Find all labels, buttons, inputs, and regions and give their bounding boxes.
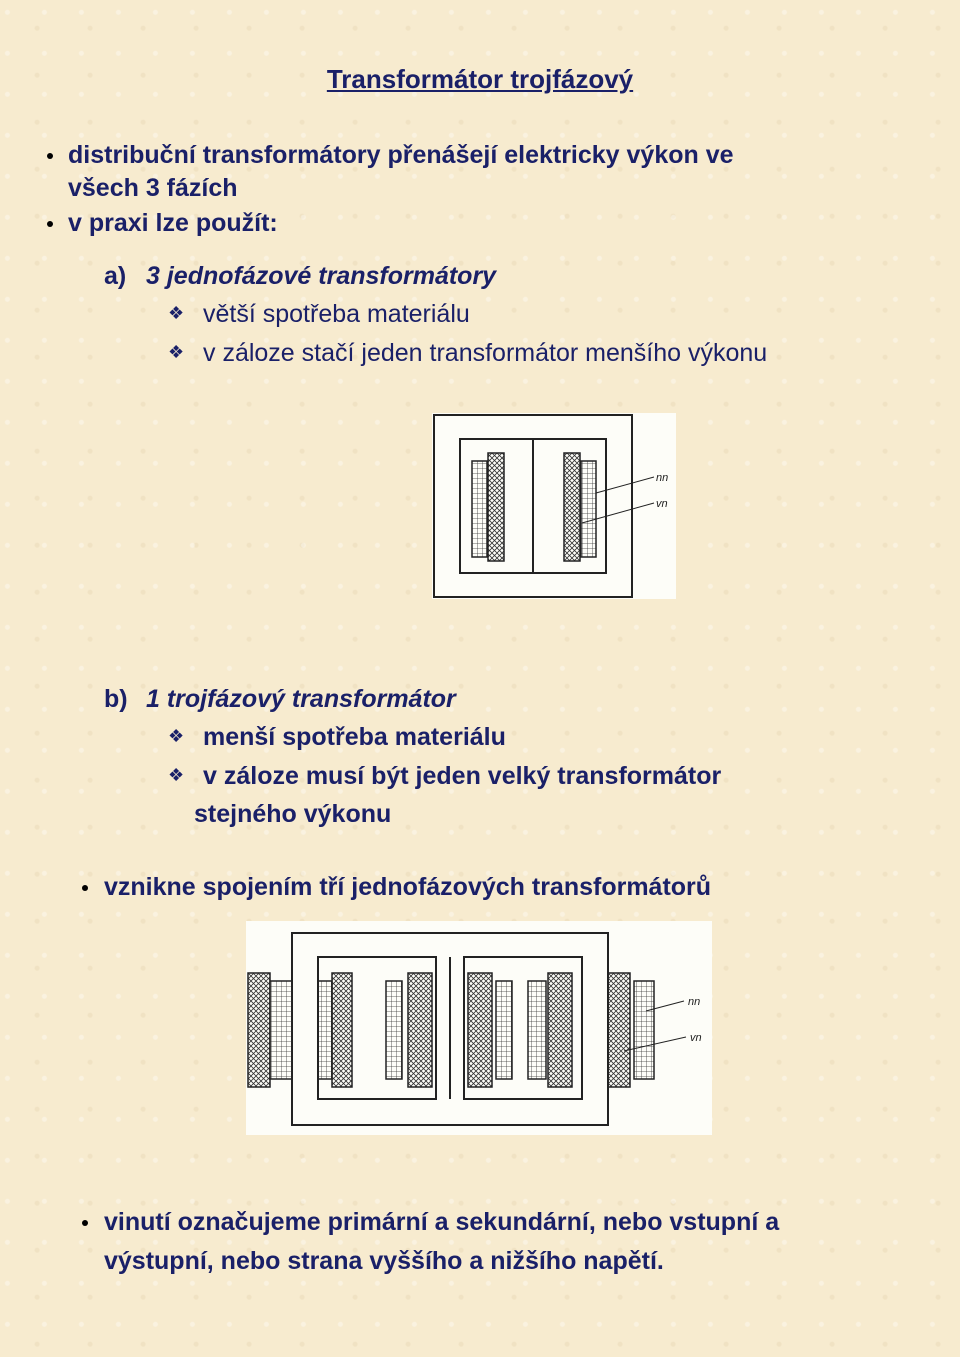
bullet-text-combination: vznikne spojením tří jednofázových transformátorů (104, 873, 712, 901)
section-b-item-1: menší spotřeba materiálu (203, 723, 506, 751)
single-phase-transformer-figure (432, 413, 676, 599)
bullet-dot (47, 221, 53, 227)
label-nn: nn (656, 472, 669, 484)
bullet-text-windings: vinutí označujeme primární a sekundární, nebo vstupní a (104, 1208, 780, 1236)
bullet-text-windings-cont: výstupní, nebo strana vyššího a nižšího napětí. (104, 1247, 664, 1275)
label-vn: vn (656, 498, 668, 510)
diamond-bullet-icon: ❖ (168, 342, 185, 362)
section-b-heading: 1 trojfázový transformátor (146, 685, 456, 713)
diamond-bullet-icon: ❖ (168, 726, 185, 746)
section-b-item-2: v záloze musí být jeden velký transformátor (203, 762, 722, 790)
section-a-item-2: v záloze stačí jeden transformátor menšího výkonu (203, 339, 768, 367)
diamond-bullet-icon: ❖ (168, 303, 185, 323)
label-nn: nn (688, 996, 701, 1008)
label-vn: vn (690, 1032, 702, 1044)
bullet-dot (82, 885, 88, 891)
section-a-heading: 3 jednofázové transformátory (146, 262, 497, 290)
bullet-dot (47, 153, 53, 159)
bullet-text-practice: v praxi lze použít: (68, 209, 278, 237)
section-b-item-2-cont: stejného výkonu (194, 800, 392, 828)
bullet-text-distribution: distribuční transformátory přenášejí elektricky výkon ve (68, 141, 734, 169)
diamond-bullet-icon: ❖ (168, 765, 185, 785)
page-title: Transformátor trojfázový (326, 64, 634, 94)
section-a-item-1: větší spotřeba materiálu (203, 300, 470, 328)
section-a-marker: a) (104, 262, 127, 290)
bullet-dot (82, 1220, 88, 1226)
section-b-marker: b) (104, 685, 128, 713)
three-phase-transformer-figure (246, 921, 712, 1135)
bullet-text-distribution-cont: všech 3 fázích (68, 174, 238, 202)
